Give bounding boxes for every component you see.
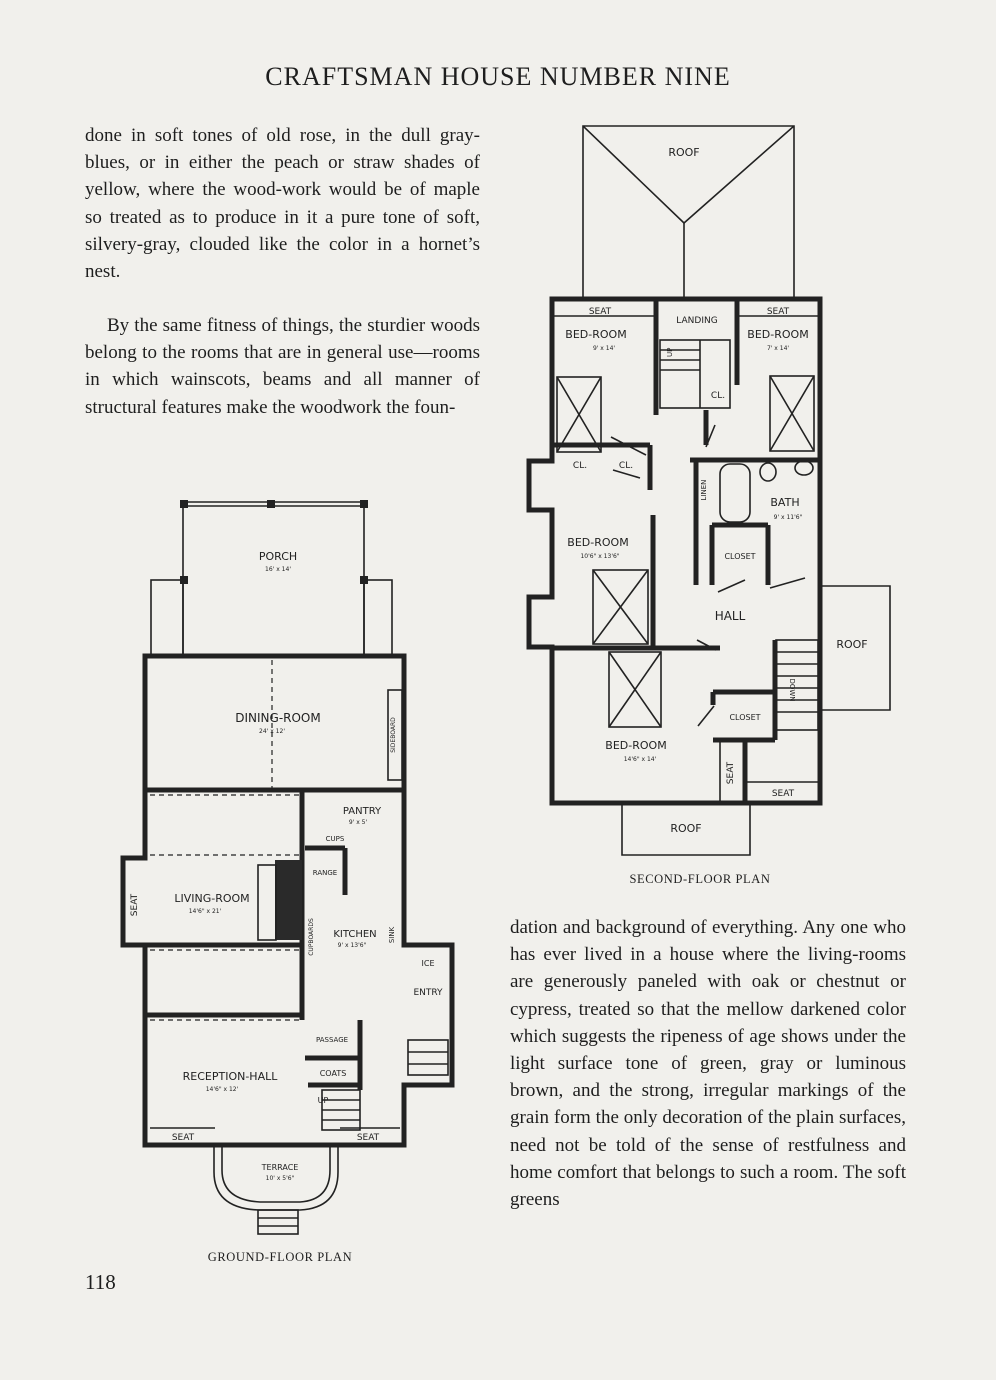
label-porch: PORCH	[258, 550, 298, 563]
label-dining-size: 24' x 12'	[259, 728, 285, 735]
label-dining-room: DINING-ROOM	[235, 711, 321, 725]
label-pantry: PANTRY	[342, 806, 382, 817]
label-seat-right: SEAT	[356, 1133, 380, 1143]
label-entry: ENTRY	[413, 988, 443, 998]
label-seat-left: SEAT	[171, 1133, 195, 1143]
label-roof-top: ROOF	[668, 146, 700, 159]
label-porch-size: 16' x 14'	[265, 566, 291, 573]
body-paragraph-1: done in soft tones of old rose, in the dull gray-blues, or in either the peach or straw shades of yellow, where the wood-work would be of maple so treated as to produce in it a pure tone of soft, silvery-gray, clouded like the color in a hornet’s nest.	[85, 125, 480, 283]
label-reception-size: 14'6" x 12'	[205, 1086, 239, 1093]
label-bath: BATH	[770, 496, 800, 509]
caption-second-floor: SECOND-FLOOR PLAN	[629, 872, 771, 886]
label-passage: PASSAGE	[315, 1036, 349, 1044]
label-coats: COATS	[319, 1069, 347, 1078]
label-hall: HALL	[714, 609, 746, 623]
label-landing: LANDING	[676, 316, 718, 326]
label-living-size: 14'6" x 21'	[188, 908, 222, 915]
body-paragraph-3: dation and background of everything. Any one who has ever lived in a house where the living-rooms are generously paneled with oak or chestnut or cypress, treated so that the mellow darkened color which suggests the ripeness of age shows under the light surface tone of green, gray or luminous brown, and the strong, irregular markings of the grain form the only decoration of the plain surfaces, need not be told of the sense of restfulness and home comfort that belongs to such a room. The soft greens	[510, 917, 906, 1211]
label-ice: ICE	[421, 959, 435, 968]
label-bedroom-sw-size: 14'6" x 14'	[623, 756, 657, 763]
porch	[151, 500, 392, 656]
label-seat-nw: SEAT	[588, 307, 612, 317]
label-bedroom-ne-size: 7' x 14'	[766, 345, 790, 352]
label-sideboard: SIDEBOARD	[390, 717, 397, 753]
label-up: UP	[317, 1096, 329, 1105]
label-roof-right: ROOF	[836, 638, 868, 651]
label-seat-bottom: SEAT	[771, 789, 795, 799]
label-kitchen: KITCHEN	[333, 929, 377, 940]
label-sink: SINK	[388, 926, 396, 944]
label-cl-b: CL.	[618, 461, 634, 471]
label-closet-hall: CLOSET	[729, 713, 761, 722]
label-pantry-size: 9' x 5'	[348, 819, 368, 826]
label-terrace: TERRACE	[261, 1163, 299, 1172]
label-seat-vertical: SEAT	[726, 761, 736, 785]
body-paragraph-2: By the same fitness of things, the sturdier woods belong to the rooms that are in general use—rooms in which wainscots, beams and all manner of structural features make the woodwork the foun-	[85, 315, 480, 418]
label-seat-ne: SEAT	[766, 307, 790, 317]
label-bedroom-nw: BED-ROOM	[565, 328, 627, 341]
caption-ground-floor: GROUND-FLOOR PLAN	[207, 1250, 353, 1264]
label-roof-bottom: ROOF	[670, 822, 702, 835]
label-seat-living: SEAT	[130, 893, 140, 917]
label-range: RANGE	[312, 869, 338, 877]
label-linen: LINEN	[700, 479, 708, 501]
page-number: 118	[85, 1270, 116, 1294]
label-up: UP	[666, 347, 674, 357]
label-cl-upper: CL.	[710, 391, 726, 401]
label-bedroom-ne: BED-ROOM	[747, 328, 809, 341]
label-bedroom-sw: BED-ROOM	[605, 739, 667, 752]
terrace	[214, 1145, 338, 1234]
label-bedroom-nw-size: 9' x 14'	[592, 345, 616, 352]
fireplace	[275, 860, 302, 940]
label-living-room: LIVING-ROOM	[174, 892, 250, 905]
label-bath-size: 9' x 11'6"	[773, 514, 803, 521]
label-down: DOWN	[788, 678, 796, 702]
label-bedroom-w-size: 10'6" x 13'6"	[580, 553, 620, 560]
label-cl-a: CL.	[572, 461, 588, 471]
label-closet-bath: CLOSET	[724, 552, 756, 561]
label-bedroom-w: BED-ROOM	[567, 536, 629, 549]
label-cups: CUPS	[325, 835, 345, 843]
label-kitchen-size: 9' x 13'6"	[337, 942, 367, 949]
label-terrace-size: 10' x 5'6"	[265, 1175, 295, 1182]
label-cupboards: CUPBOARDS	[308, 918, 315, 956]
page-title: CRAFTSMAN HOUSE NUMBER NINE	[265, 62, 731, 91]
label-reception-hall: RECEPTION-HALL	[182, 1070, 278, 1083]
